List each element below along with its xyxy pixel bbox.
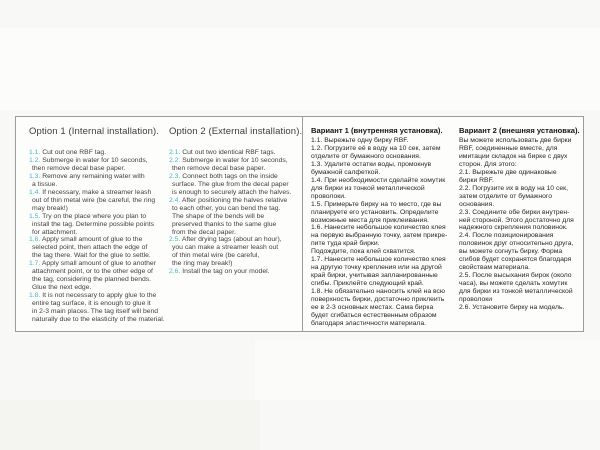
column-heading: Option 1 (Internal installation). <box>29 126 160 137</box>
line-text: ней стороной. Этого достаточно для <box>459 216 574 224</box>
text-line <box>29 252 169 260</box>
text-line <box>459 169 591 177</box>
line-text: The shape of the bends will be <box>172 212 265 220</box>
item-number: 2.3. <box>169 172 183 180</box>
line-text: Install the tag on your model. <box>182 268 270 276</box>
text-line <box>169 205 309 213</box>
line-text: Apply small amount of glue to another <box>41 260 156 268</box>
line-text: поверхность бирки, достаточно приклеить <box>311 296 445 304</box>
line-text: возможные места для приклеивания. <box>311 216 429 224</box>
line-text: entire tag surface, it is enough to glue it <box>32 300 151 308</box>
line-text: for attachment. <box>32 228 78 236</box>
text-line <box>29 236 169 244</box>
text-line <box>169 252 309 260</box>
text-line <box>311 272 457 280</box>
line-text: attachment point, or to the other edge of <box>32 268 153 276</box>
line-text: Установите бирку на модель. <box>472 304 565 312</box>
line-text: the tag, considering the planned bends. <box>32 276 152 284</box>
line-text: Cut out two identical RBF tags. <box>182 149 276 156</box>
line-text: If necessary, make a streamer leash <box>42 188 152 196</box>
line-text: the ring may break!) <box>172 260 233 268</box>
item-number: 1.5. <box>311 200 325 208</box>
instruction-sheet <box>15 116 584 332</box>
line-text: Вырежьте одну бирку RBF. <box>324 137 409 144</box>
line-text: половинок друг относительно друга, <box>459 240 574 248</box>
text-line <box>459 145 591 153</box>
line-text: Нанесите небольшое количество клея <box>324 256 446 264</box>
text-line <box>311 161 457 169</box>
item-number: 1.7. <box>311 256 325 264</box>
line-text: After positioning the halves relative <box>181 196 288 204</box>
text-line <box>29 244 169 252</box>
item-number: 1.4. <box>29 188 43 196</box>
text-line <box>169 189 309 197</box>
line-text: a tissue. <box>32 180 58 188</box>
line-text: для бирки из тонкой металлической <box>459 288 573 296</box>
item-number: 2.6. <box>169 268 183 276</box>
line-text: out of thin metal wire (be careful, the ring <box>32 196 156 204</box>
line-text: будет сгибаться естественным образом <box>311 311 437 319</box>
text-line <box>169 229 309 237</box>
item-number: 1.1. <box>311 137 325 144</box>
line-text: in 2-3 main places. The tag itself will bend <box>32 308 159 316</box>
text-line <box>311 304 457 312</box>
text-line <box>459 193 591 201</box>
line-text: then remove decal base paper. <box>32 164 126 172</box>
line-text: на другую точку крепления или на другой <box>311 264 442 272</box>
item-number: 2.5. <box>169 236 182 244</box>
line-text: Погрузите их в воду на 10 сек, <box>472 184 569 192</box>
item-number: 2.6. <box>459 304 473 312</box>
item-number: 1.1. <box>29 149 43 156</box>
line-text: отделите от бумажного основания. <box>311 152 421 160</box>
line-text: Погрузите её в воду на 10 сек, затем <box>324 144 441 152</box>
text-line <box>459 224 591 232</box>
line-text: сторон. Для этого: <box>459 160 517 168</box>
text-line <box>29 221 169 229</box>
instruction-lines <box>29 149 169 324</box>
line-text: ее в 2-3 основных местах. Сама бирка <box>311 304 434 312</box>
item-number: 2.4. <box>459 232 473 240</box>
instruction-lines <box>311 137 457 328</box>
line-text: край бирки, учитывая запланированные <box>311 272 438 280</box>
line-text: may break!) <box>32 204 68 212</box>
item-number: 2.4. <box>169 196 182 204</box>
line-text: бумажной салфеткой. <box>311 168 381 176</box>
line-text: Submerge in water for 10 seconds, <box>182 156 288 164</box>
item-number: 1.2. <box>311 144 325 152</box>
line-text: имитации складок на бирке с двух <box>459 152 568 160</box>
line-text: Cut out one RBF tag. <box>42 149 107 156</box>
text-line <box>459 272 591 280</box>
instruction-lines <box>459 137 591 312</box>
column-option-1-internal <box>29 126 169 324</box>
text-line <box>459 232 591 240</box>
item-number: 1.3. <box>29 172 43 180</box>
text-line <box>29 284 169 292</box>
line-text: naturally due to the elasticity of the material. <box>32 316 165 324</box>
text-line <box>29 173 169 181</box>
text-line <box>29 276 169 284</box>
scan-artifact <box>0 28 600 110</box>
column-heading: Option 2 (External installation). <box>169 126 303 137</box>
scan-artifact <box>0 400 260 450</box>
text-line <box>169 221 309 229</box>
text-line <box>459 185 591 193</box>
item-number: 1.7. <box>29 260 42 268</box>
text-line <box>311 296 457 304</box>
column-option-2-external <box>169 126 309 276</box>
line-text: проволоки <box>459 296 492 304</box>
line-text: RBF, соединенные вместе, для <box>459 144 558 152</box>
item-number: 1.3. <box>311 160 325 168</box>
line-text: Подождите, пока клей схватится. <box>311 248 416 256</box>
line-text: Вырежьте две одинаковые <box>472 168 557 176</box>
text-line <box>29 260 169 268</box>
text-line <box>169 268 309 276</box>
text-line <box>169 260 309 268</box>
text-line <box>311 312 457 320</box>
line-text: from the decal paper. <box>172 228 236 236</box>
line-text: Submerge in water for 10 seconds, <box>42 156 148 164</box>
text-line <box>169 149 309 157</box>
line-text: бирки RBF. <box>459 176 494 184</box>
text-line <box>311 201 457 209</box>
text-line <box>29 300 169 308</box>
line-text: Соедините обе бирки внутрен- <box>472 208 570 216</box>
text-line <box>459 280 591 288</box>
text-line <box>169 244 309 252</box>
item-number: 2.2. <box>169 156 183 164</box>
text-line <box>459 209 591 217</box>
line-text: После позиционирования <box>472 232 554 240</box>
line-text: При необходимости сделайте хомутик <box>324 176 446 184</box>
line-text: surface. The glue from the decal paper <box>172 180 289 188</box>
instruction-lines <box>169 149 309 276</box>
line-text: the tag there. Wait for the glue to settle. <box>32 252 151 260</box>
line-text: Нанесите небольшое количество клея <box>324 224 446 232</box>
line-text: of thin metal wire (be careful, <box>172 252 260 260</box>
text-line <box>311 153 457 161</box>
text-line <box>29 308 169 316</box>
text-line <box>29 292 169 300</box>
text-line <box>311 185 457 193</box>
text-line <box>459 288 591 296</box>
text-line <box>169 236 309 244</box>
line-text: Remove any remaining water with <box>42 172 145 180</box>
column-variant-2-external-ru <box>459 126 591 312</box>
text-line <box>29 197 169 205</box>
text-line <box>459 296 591 304</box>
text-line <box>29 157 169 165</box>
text-line <box>169 181 309 189</box>
line-text: Не обязательно наносить клей на всю <box>324 288 446 296</box>
line-text: надежного скрепления половинок. <box>459 224 568 232</box>
text-line <box>459 217 591 225</box>
text-line <box>311 320 457 328</box>
item-number: 2.1. <box>169 149 183 156</box>
line-text: на первую выбранную точку, затем прикре- <box>311 232 448 240</box>
text-line <box>29 213 169 221</box>
line-text: then remove decal base paper. <box>172 164 266 172</box>
text-line <box>459 264 591 272</box>
item-number: 1.2. <box>29 156 43 164</box>
text-line <box>311 177 457 185</box>
text-line <box>459 161 591 169</box>
item-number: 1.5. <box>29 212 43 220</box>
item-number: 2.2. <box>459 184 473 192</box>
item-number: 1.8. <box>311 288 325 296</box>
line-text: Apply small amount of glue to the <box>41 236 143 244</box>
text-line <box>29 205 169 213</box>
line-text: Вы можете использовать две бирки <box>459 137 572 144</box>
line-text: install the tag. Determine possible points <box>32 220 155 228</box>
text-line <box>169 197 309 205</box>
line-text: Примерьте бирку на то место, где вы <box>324 200 442 208</box>
line-text: сгибы. Приклейте следующий край. <box>311 280 424 288</box>
item-number: 1.6. <box>29 236 42 244</box>
line-text: пите туда край бирки. <box>311 240 380 248</box>
text-line <box>459 177 591 185</box>
item-number: 1.8. <box>29 292 43 300</box>
text-line <box>459 201 591 209</box>
scan-artifact <box>255 340 600 400</box>
line-text: затем отделите от бумажного <box>459 192 552 200</box>
text-line <box>311 264 457 272</box>
item-number: 2.1. <box>459 168 473 176</box>
line-text: часа), вы можете сделать хомутик <box>459 280 568 288</box>
item-number: 2.5. <box>459 272 473 280</box>
column-heading: Вариант 2 (внешняя установка). <box>459 126 580 135</box>
line-text: благодаря эластичности материала. <box>311 319 427 327</box>
text-line <box>29 149 169 157</box>
line-text: Connect both tags on the inside <box>182 172 278 180</box>
text-line <box>29 165 169 173</box>
text-line <box>311 169 457 177</box>
text-line <box>169 173 309 181</box>
line-text: После высыхания бирок (около <box>472 272 572 280</box>
text-line <box>311 209 457 217</box>
text-line <box>29 229 169 237</box>
line-text: Удалите остатки воды, промокнув <box>324 160 432 168</box>
line-text: проволоки. <box>311 192 346 200</box>
line-text: selected point, then attach the edge of <box>32 244 148 252</box>
text-line <box>311 137 457 145</box>
text-line <box>459 153 591 161</box>
line-text: сгибов будет сохранятся благодаря <box>459 256 572 264</box>
line-text: Glue the next edge. <box>32 284 92 292</box>
line-text: вы можете согнуть бирку. Форма <box>459 248 563 256</box>
text-line <box>29 316 169 324</box>
text-line <box>311 193 457 201</box>
item-number: 2.3. <box>459 208 473 216</box>
text-line <box>169 157 309 165</box>
text-line <box>459 304 591 312</box>
line-text: основания. <box>459 200 495 208</box>
text-line <box>311 280 457 288</box>
item-number: 1.6. <box>311 224 325 232</box>
column-variant-1-internal-ru <box>311 126 457 328</box>
line-text: Try on the place where you plan to <box>42 212 147 220</box>
item-number: 1.4. <box>311 176 325 184</box>
text-line <box>459 137 591 145</box>
text-line <box>29 181 169 189</box>
line-text: планируете его установить. Определите <box>311 208 439 216</box>
line-text: After drying tags (about an hour), <box>181 236 282 244</box>
line-text: you can make a streamer leash out <box>172 244 279 252</box>
line-text: для бирки из тонкой металлической <box>311 184 425 192</box>
line-text: свойствам материала. <box>459 264 531 272</box>
text-line <box>29 268 169 276</box>
text-line <box>29 189 169 197</box>
text-line <box>169 213 309 221</box>
line-text: It is not necessary to apply glue to the <box>42 292 157 300</box>
line-text: to each other, you can bend the tag. <box>172 204 281 212</box>
text-line <box>311 288 457 296</box>
column-heading: Вариант 1 (внутренняя установка). <box>311 126 443 135</box>
line-text: preserved thanks to the same glue <box>172 220 277 228</box>
text-line <box>311 145 457 153</box>
text-line <box>169 165 309 173</box>
line-text: is enough to securely attach the halves. <box>172 188 292 196</box>
